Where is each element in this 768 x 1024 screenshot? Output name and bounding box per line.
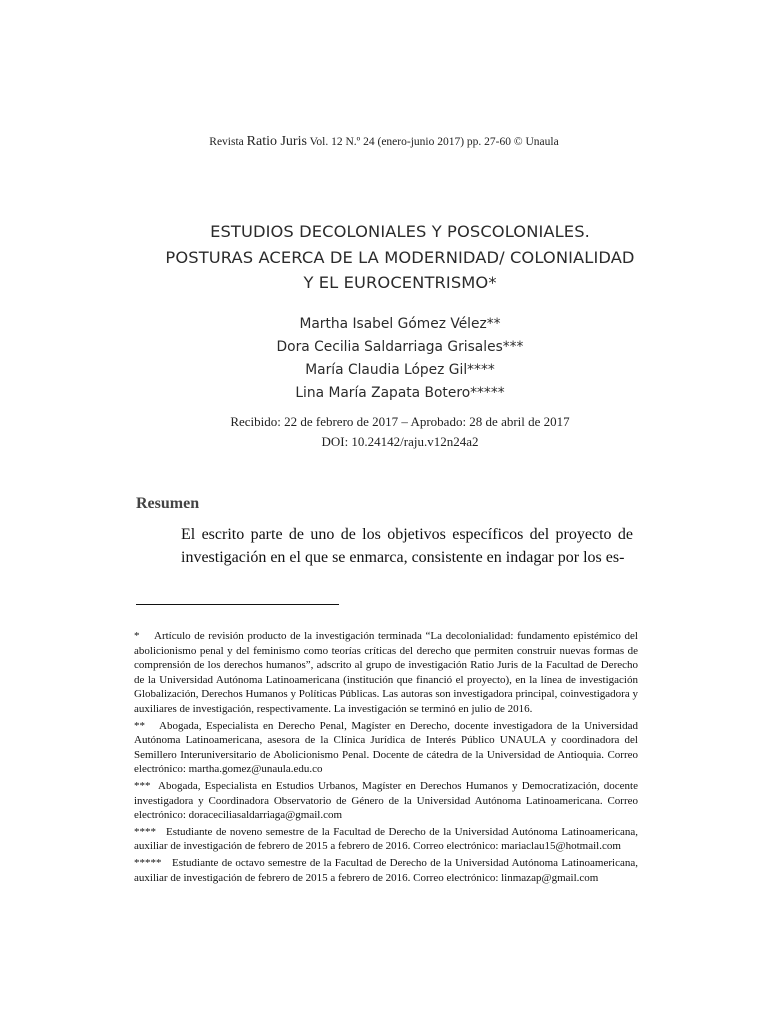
footnote-text: Artículo de revisión producto de la investigación terminada “La decolonialidad: fundamento epistémico del abolicionismo penal y del feminismo como teorías críticas del derecho que permiten construir nuevas formas de comprensión de los derechos humanos”, adscrito al grupo de investigación Ratio Juris de la Facultad de Derecho de la Universidad Autónoma Latinoamericana (institución que financió el proyecto), en la línea de investigación Globalización, Derechos Humanos y Políticas Públicas. Las autoras son investigadora principal, coinvestigadora y auxiliares de investigación, respectivamente. La investigación se terminó en julio de 2016. (134, 630, 638, 715)
footnote-text: Abogada, Especialista en Estudios Urbanos, Magíster en Derechos Humanos y Democratización, docente investigadora y Coordinadora Observatorio de Género de la Universidad Autónoma Latinoamericana. Correo electrónico: doraceciliasaldarriaga@gmail.com (134, 779, 638, 822)
article-title (0, 219, 768, 296)
footnotes (134, 629, 638, 887)
footnote (134, 856, 638, 885)
author-name: Lina María Zapata Botero***** (295, 385, 505, 401)
footnote (134, 629, 638, 717)
footnote (134, 825, 638, 854)
doi-line: DOI: 10.24142/raju.v12n24a2 (321, 434, 479, 449)
author-list (0, 313, 768, 405)
title-line: POSTURAS ACERCA DE LA MODERNIDAD/ COLONIALIDAD (165, 247, 635, 267)
footnote-mark: ***** (134, 856, 162, 869)
footnote (134, 719, 638, 777)
title-line: Y EL EUROCENTRISMO* (303, 273, 497, 292)
footnote-text: Abogada, Especialista en Derecho Penal, Magíster en Derecho, docente investigadora de la Universidad Autónoma Latinoamericana, asesora de la Clínica Jurídica de Interés Público UNAULA y coordinadora del Semillero Interuniversitario de Abolicionismo Penal. Docente de cátedra de la Universidad de Antioquia. Correo electrónico: martha.gomez@unaula.edu.co (134, 719, 638, 776)
journal-header (0, 134, 768, 150)
journal-name: Ratio Juris (246, 134, 307, 149)
journal-prefix: Revista (209, 136, 244, 148)
footnote-text: Estudiante de noveno semestre de la Facultad de Derecho de la Universidad Autónoma Latinoamericana, auxiliar de investigación de febrero de 2015 a febrero de 2016. Correo electrónico: mariaclau15@hotmail.com (134, 825, 638, 853)
abstract-heading: Resumen (136, 495, 200, 512)
footnote-mark: **** (134, 825, 156, 838)
abstract-text: El escrito parte de uno de los objetivos específicos del proyecto de investigación en el que se enmarca, consistente en indagar por los es- (181, 526, 633, 566)
journal-details: Vol. 12 N.º 24 (enero-junio 2017) pp. 27-60 © Unaula (309, 136, 559, 148)
footnote-mark: * (134, 630, 140, 642)
title-line: ESTUDIOS DECOLONIALES Y POSCOLONIALES. (210, 222, 590, 241)
footnote-text: Estudiante de octavo semestre de la Facultad de Derecho de la Universidad Autónoma Latinoamericana, auxiliar de investigación de febrero de 2015 a febrero de 2016. Correo electrónico: linmazap@gmail.com (134, 856, 638, 884)
author-name: Martha Isabel Gómez Vélez** (299, 316, 501, 332)
publication-dates (0, 412, 768, 452)
received-approved-line: Recibido: 22 de febrero de 2017 – Aprobado: 28 de abril de 2017 (230, 414, 570, 429)
footnote (134, 779, 638, 823)
footnote-mark: *** (134, 779, 151, 792)
footnote-mark: ** (134, 719, 145, 732)
footnote-separator (136, 604, 339, 605)
author-name: María Claudia López Gil**** (305, 362, 495, 378)
author-name: Dora Cecilia Saldarriaga Grisales*** (276, 339, 524, 355)
